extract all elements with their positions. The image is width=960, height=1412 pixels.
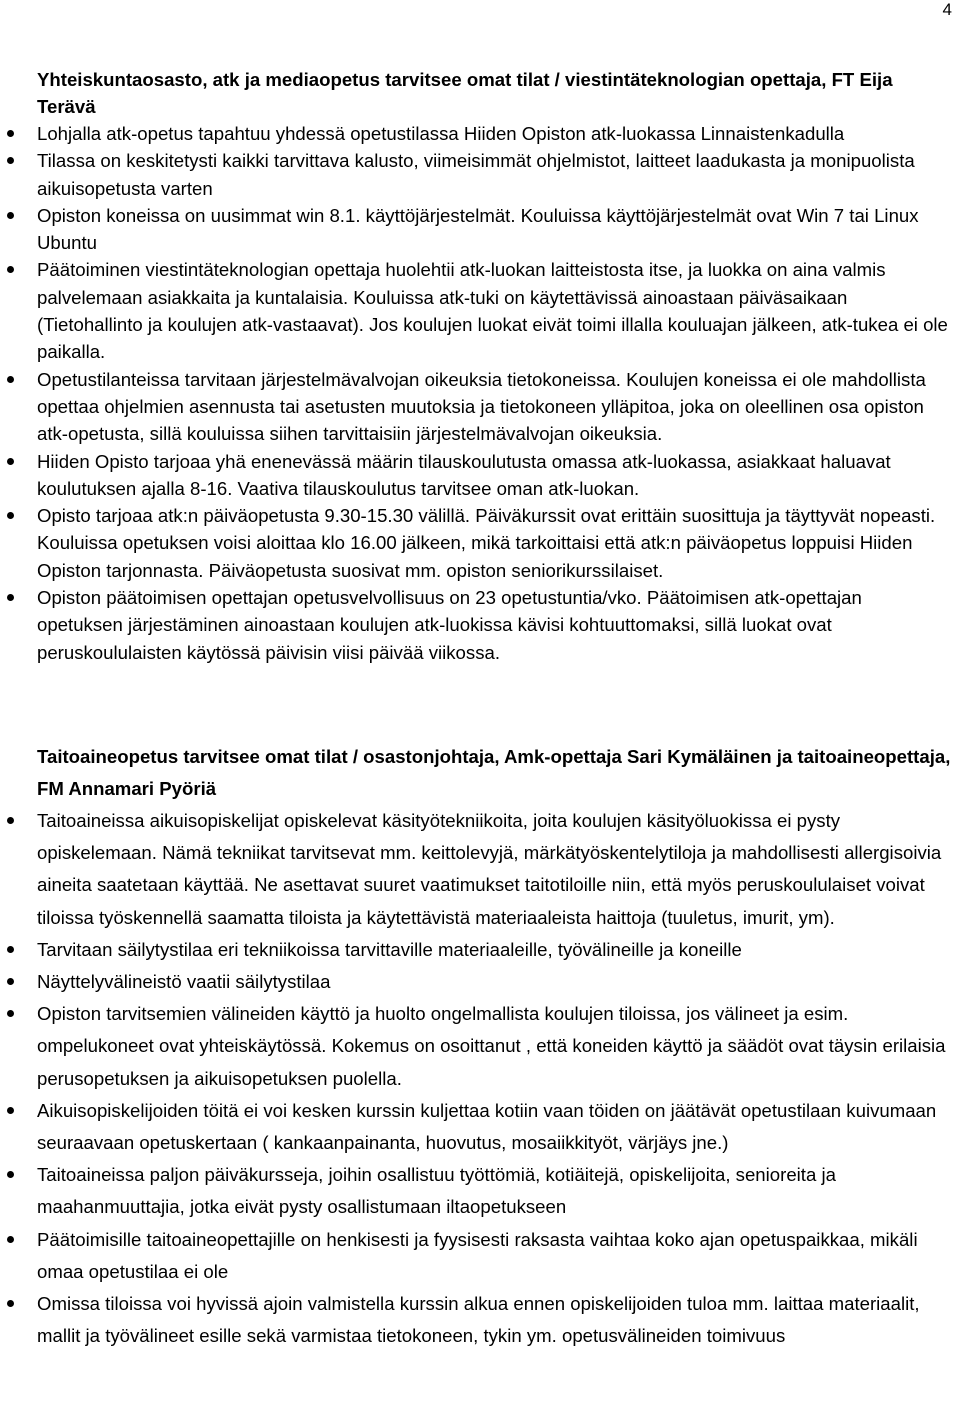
list-item: Näyttelyvälineistö vaatii säilytystilaa xyxy=(37,966,952,998)
section-heading: Taitoaineopetus tarvitsee omat tilat / osastonjohtaja, Amk-opettaja Sari Kymäläinen ja taitoaineopettaja, FM Annamari Pyöriä xyxy=(37,746,951,799)
list-item: Päätoiminen viestintäteknologian opettaja huolehtii atk-luokan laitteistosta itse, ja luokka on aina valmis palvelemaan asiakkaita ja kuntalaisia. Kouluissa atk-tuki on käytettävissä ainoastaan päiväsaikaan (Tietohallinto ja koulujen atk-vastaavat). Jos koulujen luokat eivät toimi illalla kouluajan jälkeen, atk-tukea ei ole paikalla. xyxy=(37,256,952,365)
list-item: Tarvitaan säilytystilaa eri tekniikoissa tarvittaville materiaaleille, työvälineille ja koneille xyxy=(37,934,952,966)
list-item: Opisto tarjoaa atk:n päiväopetusta 9.30-15.30 välillä. Päiväkurssit ovat erittäin suosittuja ja täyttyvät nopeasti. Kouluissa opetuksen voisi aloittaa klo 16.00 jälkeen, mikä tarkoittaisi että atk:n päiväopetus loppuisi Hiiden Opiston tarjonnasta. Päiväopetusta suosivat mm. opiston seniorikurssilaiset. xyxy=(37,502,952,584)
list-item: Opiston tarvitsemien välineiden käyttö ja huolto ongelmallista koulujen tiloissa, jos välineet ja esim. ompelukoneet ovat yhteiskäytössä. Kokemus on osoittanut , että koneiden käyttö ja säädöt ovat täysin erilaisia perusopetuksen ja aikuisopetuksen puolella. xyxy=(37,998,952,1095)
bullet-list xyxy=(37,805,952,1352)
list-item: Tilassa on keskitetysti kaikki tarvittava kalusto, viimeisimmät ohjelmistot, laitteet laadukasta ja monipuolista aikuisopetusta varten xyxy=(37,147,952,202)
list-item: Opiston päätoimisen opettajan opetusvelvollisuus on 23 opetustuntia/vko. Päätoimisen atk-opettajan opetuksen järjestäminen ainoastaan koulujen atk-luokissa kävisi kohtuuttomaksi, sillä luokat ovat peruskoululaisten käytössä päivisin viisi päivää viikossa. xyxy=(37,584,952,666)
list-item: Aikuisopiskelijoiden töitä ei voi kesken kurssin kuljettaa kotiin vaan töiden on jäätävät opetustilaan kuivumaan seuraavaan opetuskertaan ( kankaanpainanta, huovutus, mosaiikkityöt, värjäys jne.) xyxy=(37,1095,952,1159)
list-item: Lohjalla atk-opetus tapahtuu yhdessä opetustilassa Hiiden Opiston atk-luokassa Linnaistenkadulla xyxy=(37,120,952,147)
list-item: Päätoimisille taitoaineopettajille on henkisesti ja fyysisesti raksasta vaihtaa koko ajan opetuspaikkaa, mikäli omaa opetustilaa ei ole xyxy=(37,1224,952,1288)
page-number: 4 xyxy=(942,0,952,19)
bullet-list xyxy=(37,120,952,666)
list-item: Hiiden Opisto tarjoaa yhä enenevässä määrin tilauskoulutusta omassa atk-luokassa, asiakkaat haluavat koulutuksen ajalla 8-16. Vaativa tilauskoulutus tarvitsee oman atk-luokan. xyxy=(37,448,952,503)
list-item: Taitoaineissa paljon päiväkursseja, joihin osallistuu työttömiä, kotiäitejä, opiskelijoita, senioreita ja maahanmuuttajia, jotka eivät pysty osallistumaan iltaopetukseen xyxy=(37,1159,952,1223)
list-item: Opiston koneissa on uusimmat win 8.1. käyttöjärjestelmät. Kouluissa käyttöjärjestelmät ovat Win 7 tai Linux Ubuntu xyxy=(37,202,952,257)
section-taitoaineopetus xyxy=(37,741,952,1352)
section-atk-mediaopetus xyxy=(37,66,952,666)
list-item: Omissa tiloissa voi hyvissä ajoin valmistella kurssin alkua ennen opiskelijoiden tuloa mm. laittaa materiaalit, mallit ja työvälineet esille sekä varmistaa tietokoneen, tykin ym. opetusvälineiden toimivuus xyxy=(37,1288,952,1352)
section-heading: Yhteiskuntaosasto, atk ja mediaopetus tarvitsee omat tilat / viestintäteknologian opettaja, FT Eija Terävä xyxy=(37,69,893,117)
list-item: Opetustilanteissa tarvitaan järjestelmävalvojan oikeuksia tietokoneissa. Koulujen koneissa ei ole mahdollista opettaa ohjelmien asennusta tai asetusten muutoksia ja tietokoneen ylläpitoa, joka on oleellinen osa opiston atk-opetusta, sillä kouluissa siihen tarvittaisiin järjestelmävalvojan oikeuksia. xyxy=(37,366,952,448)
list-item: Taitoaineissa aikuisopiskelijat opiskelevat käsityötekniikoita, joita koulujen käsityöluokissa ei pysty opiskelemaan. Nämä tekniikat tarvitsevat mm. keittolevyjä, märkätyöskentelytiloja ja mahdollisesti allergisoivia aineita saatetaan käyttää. Ne asettavat suuret vaatimukset taitotiloille niin, että myös peruskoululaiset voivat tiloissa työskennellä saamatta tiloista ja käytettävistä materiaaleista haittoja (tuuletus, imurit, ym). xyxy=(37,805,952,934)
